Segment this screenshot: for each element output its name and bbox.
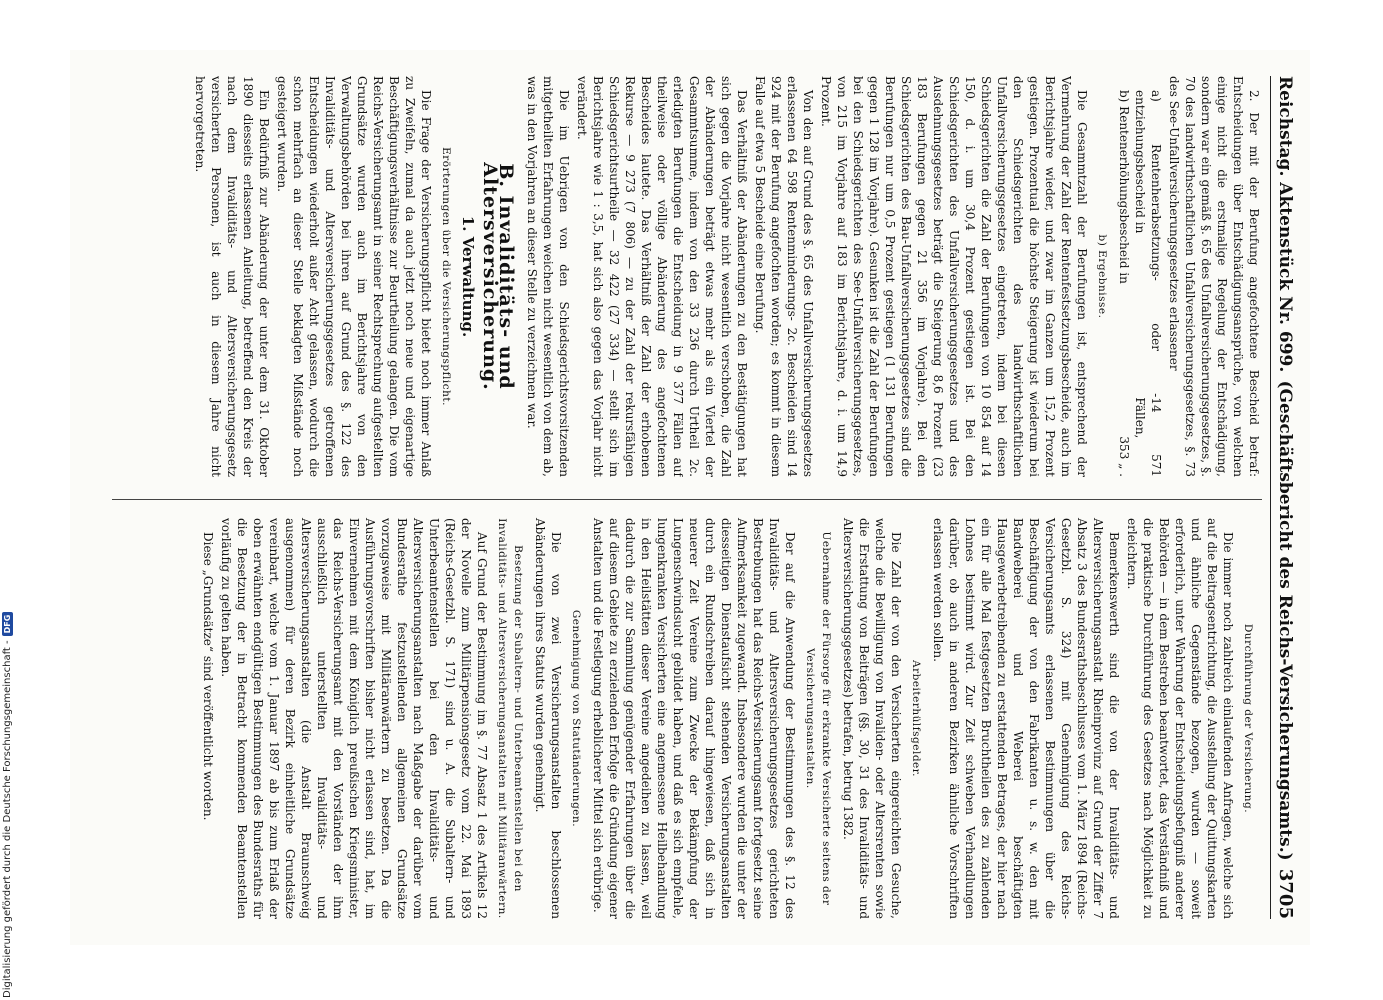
paragraph: Auf Grund der Bestimmung im §. 77 Absatz 1 des Artikels 12 der Novelle zum Militärpensionsgesetz vom 22. Mai 1893 (Reichs-Gesetzbl. S. 171) sind u. A. die Subaltern- und Unterbeamtenstellen bei den Invaliditäts- und Altersversicherungsanstalten nach Maßgabe der darüber vom Bundesrathe festzustellenden allgemeinen Grundsätze vorzugsweise mit Militäranwärtern zu besetzen. Da die Ausführungsvorschriften bisher nicht erlassen sind, hat, im Einvernehmen mit dem Königlich preußischen Kriegsminister, das Reichs-Versicherungsamt mit den Vorständen der ihm ausschließlich unterstellten Invaliditäts- und Altersversicherungsanstalten (die Anstalt Braunschweig ausgenommen) für deren Bezirk einheitliche Grundsätze vereinbart, welche vom 1. Januar 1897 ab bis zum Erlaß der oben erwähnten endgültigen Bestimmungen des Bundesraths für die Besetzung der in Betracht kommenden Beamtenstellen vorläufig zu gelten haben. [219, 518, 489, 919]
paragraph: Diese „Grundsätze“ sind veröffentlicht worden. [201, 532, 215, 821]
paragraph: Ein Bedürfniß zur Abänderung der unter dem 31. Oktober 1890 diesseits erlassenen Anleitung, betreffend den Kreis der nach dem Invaliditäts- und Altersversicherungsgesetz versicherten Personen, ist auch in diesem Jahre nicht hervorgetreten. [193, 76, 271, 477]
case-list [1116, 90, 1164, 477]
page-number: 3705 [1275, 868, 1296, 919]
paragraph: Die im Uebrigen von den Schiedsgerichtsvorsitzenden mitgetheilten Erfahrungen weichen nicht wesentlich von dem ab, was in den Vorjahren an dieser Stelle zu verzeichnen war. [525, 76, 571, 477]
paragraph: Die Gesammtzahl der Berufungen ist, entsprechend der Vermehrung der Zahl der Rentenfestsetzungsbescheide, auch im Berichtsjahre wieder, und zwar im Ganzen um 15,2 Prozent gestiegen. Prozentual die höchste Steigerung ist wiederum bei den Schiedsgerichten des landwirthschaftlichen Unfallversicherungsgesetzes eingetreten, indem bei diesen Schiedsgerichten die Zahl der Berufungen von 10 854 auf 14 150, d. i. um 30,4 Prozent gestiegen ist. Bei den Schiedsgerichten des Unfallversicherungsgesetzes und des Ausdehnungsgesetzes beträgt die Steigerung 8,6 Prozent (23 183 Berufungen gegen 21 356 im Vorjahre). Bei den Schiedsgerichten des Bau-Unfallversicherungsgesetzes sind die Berufungen nur um 0,5 Prozent gestiegen (1 131 Berufungen gegen 1 128 im Vorjahre). Gesunken ist die Zahl der Berufungen bei den Schiedsgerichten des See-Unfallversicherungsgesetzes, von 215 im Vorjahre auf 183 im Berichtsjahre, d. i. um 14,9 Prozent. [819, 76, 1089, 477]
subheading: b) Ergebnisse. [1096, 234, 1108, 319]
paragraph: Die von zwei Versicherungsanstalten beschlossenen Abänderungen ihres Statuts wurden genehmigt. [533, 518, 563, 919]
header-title: Reichstag. Aktenstück Nr. 699. [1275, 76, 1295, 373]
paragraph: Die Zahl der von den Versicherten eingereichten Gesuche, welche die Bewilligung von Invaliden- oder Altersrenten sowie die Erstattung von Beiträgen (§§. 30, 31 des Invaliditäts- und Altersversicherungsgesetzes) betrafen, betrug 1382. [841, 518, 903, 919]
subheading: Erörterungen über die Versicherungspflicht. [440, 147, 452, 406]
left-column [112, 76, 1262, 477]
subheading: Genehmigung von Statutänderungen. [570, 609, 582, 828]
page-header [1270, 76, 1296, 919]
header-subtitle: (Geschäftsbericht des Reichs-Versicherungsamts.) [1275, 380, 1295, 861]
list-item: b) Rentenerhöhungsbescheid in 353 „ . [1117, 90, 1131, 477]
subheading: Besetzung der Subaltern- und Unterbeamtenstellen bei den Invaliditäts- und Altersversicherungsanstalten mit Militäranwärtern. [496, 518, 524, 919]
paragraph: Von den auf Grund des §. 65 des Unfallversicherungsgesetzes erlassenen 64 598 Rentenminderungs- 2c. Bescheiden sind 14 924 mit der Berufung angefochten worden; es kommt in diesem Falle auf etwa 5 Bescheide eine Berufung. [753, 76, 815, 477]
subsection-heading: 1. Verwaltung. [459, 215, 477, 338]
paragraph: Die Frage der Versicherungspflicht bietet noch immer Anlaß zu Zweifeln, zumal da auch jetzt noch neue und eigenartige Beschäftigungsverhältnisse zur Beurtheilung gelangen. Die vom Reichs-Versicherungsamt in seiner Rechtsprechung aufgestellten Grundsätze wurden auch im Berichtsjahre von den Verwaltungsbehörden bei ihren auf Grund des §. 122 des Invaliditäts- und Altersversicherungsgesetzes getroffenen Entscheidungen wiederholt außer Acht gelassen, wodurch die schon mehrfach an dieser Stelle beklagten Mißstände noch gesteigert wurden. [275, 76, 433, 477]
subheading: Durchführung der Versicherung. [1242, 623, 1254, 814]
digitization-credit [2, 612, 13, 998]
paragraph: Die immer noch zahlreich einlaufenden Anfragen, welche sich auf die Beitragsentrichtung, die Ausstellung der Quittungskarten und ähnliche Gegenstände bezogen, wurden — soweit erforderlich, unter Wahrung der Entscheidungsbefugniß anderer Behörden — in dem Bestreben beantwortet, das Verständniß und die praktische Durchführung des Gesetzes nach Möglichkeit zu erleichtern. [1125, 518, 1235, 919]
section-heading: B. Invaliditäts- und Altersversicherung. [479, 162, 517, 391]
credit-text: Digitalisierung gefördert durch die Deutsche Forschungsgemeinschaft - [2, 640, 13, 998]
paragraph: Das Verhältniß der Abänderungen zu den Bestätigungen hat sich gegen die Vorjahre nicht wesentlich verschoben, die Zahl der Abänderungen beträgt etwas mehr als ein Viertel der Gesammtsumme, indem von den 33 236 durch Urtheil 2c. erledigten Berufungen die Entscheidung in 9 377 Fällen auf theilweise oder völlige Abänderung des angefochtenen Bescheides lautete. Das Verhältniß der Zahl der erhobenen Rekurse — 9 273 (7 806) — zu der Zahl der rekursfähigen Schiedsgerichtsurtheile — 32 422 (27 334) — stellt sich im Berichtsjahre wie 1 : 3,5, hat sich also gegen das Vorjahr nicht verändert. [575, 76, 749, 477]
list-item: a) Rentenherabsetzungs- oder -entziehungsbescheid in 14 571 Fällen, [1133, 90, 1163, 477]
rotated-document-page [70, 50, 1310, 945]
paragraph: 2. Der mit der Berufung angefochtene Bescheid betraf: Entscheidungen über Entschädigungsansprüche, von welchen einige nicht die erstmalige Regelung der Entschädigung, sondern war ein gemäß §. 65 des Unfallversicherungsgesetzes, §. 70 des landwirthschaftlichen Unfallversicherungsgesetzes, §. 73 des See-Unfallversicherungsgesetzes erlassener [1167, 76, 1261, 477]
paragraph: Der auf die Anwendung der Bestimmungen des §. 12 des Invaliditäts- und Altersversicherungsgesetzes gerichteten Bestrebungen hat das Reichs-Versicherungsamt fortgesetzt seine Aufmerksamkeit zugewandt. Insbesondere wurden die unter der diesseitigen Dienstaufsicht stehenden Versicherungsanstalten durch ein Rundschreiben darauf hingewiesen, daß sich in neuerer Zeit Vereine zum Zwecke der Bekämpfung der Lungenschwindsucht gebildet haben, und daß es sich empfehle, lungenkranken Versicherten eine angemessene Heilbehandlung in den Heilstätten dieser Vereine angedeihen zu lassen, weil dadurch die zur Sammlung genügender Erfahrungen über die auf diesem Gebiete zu erzielenden Erfolge die Gründung eigener Anstalten und die Festlegung erheblicherer Mittel sich erübrige. [591, 518, 797, 919]
subheading: Arbeiterhülfsgelder. [910, 660, 922, 777]
paragraph: Bemerkenswerth sind die von der Invaliditäts- und Altersversicherungsanstalt Rheinprovinz auf Grund der Ziffer 7 Absatz 3 des Bundesrathsbeschlusses vom 1. März 1894 (Reichs-Gesetzbl. S. 324) mit Genehmigung des Reichs-Versicherungsamts erlassenen Bestimmungen über die Beschäftigung der von den Fabrikanten u. s. w. den mit Bandweberei und Weberei beschäftigten Hausgewerbetreibenden zu erstattenden Betrages, der hier nach ein für alle Mal festgesetzten Bruchtheilen des zu zahlenden Lohnes bestimmt wird. Zur Zeit schweben Verhandlungen darüber, ob auch in anderen Bezirken ähnliche Vorschriften erlassen werden sollen. [931, 518, 1121, 919]
subheading: Uebernahme der Fürsorge für erkrankte Versicherte seitens der Versicherungsanstalten. [804, 531, 832, 906]
right-column [112, 499, 1262, 919]
dfg-logo-icon: DFG [2, 612, 13, 637]
